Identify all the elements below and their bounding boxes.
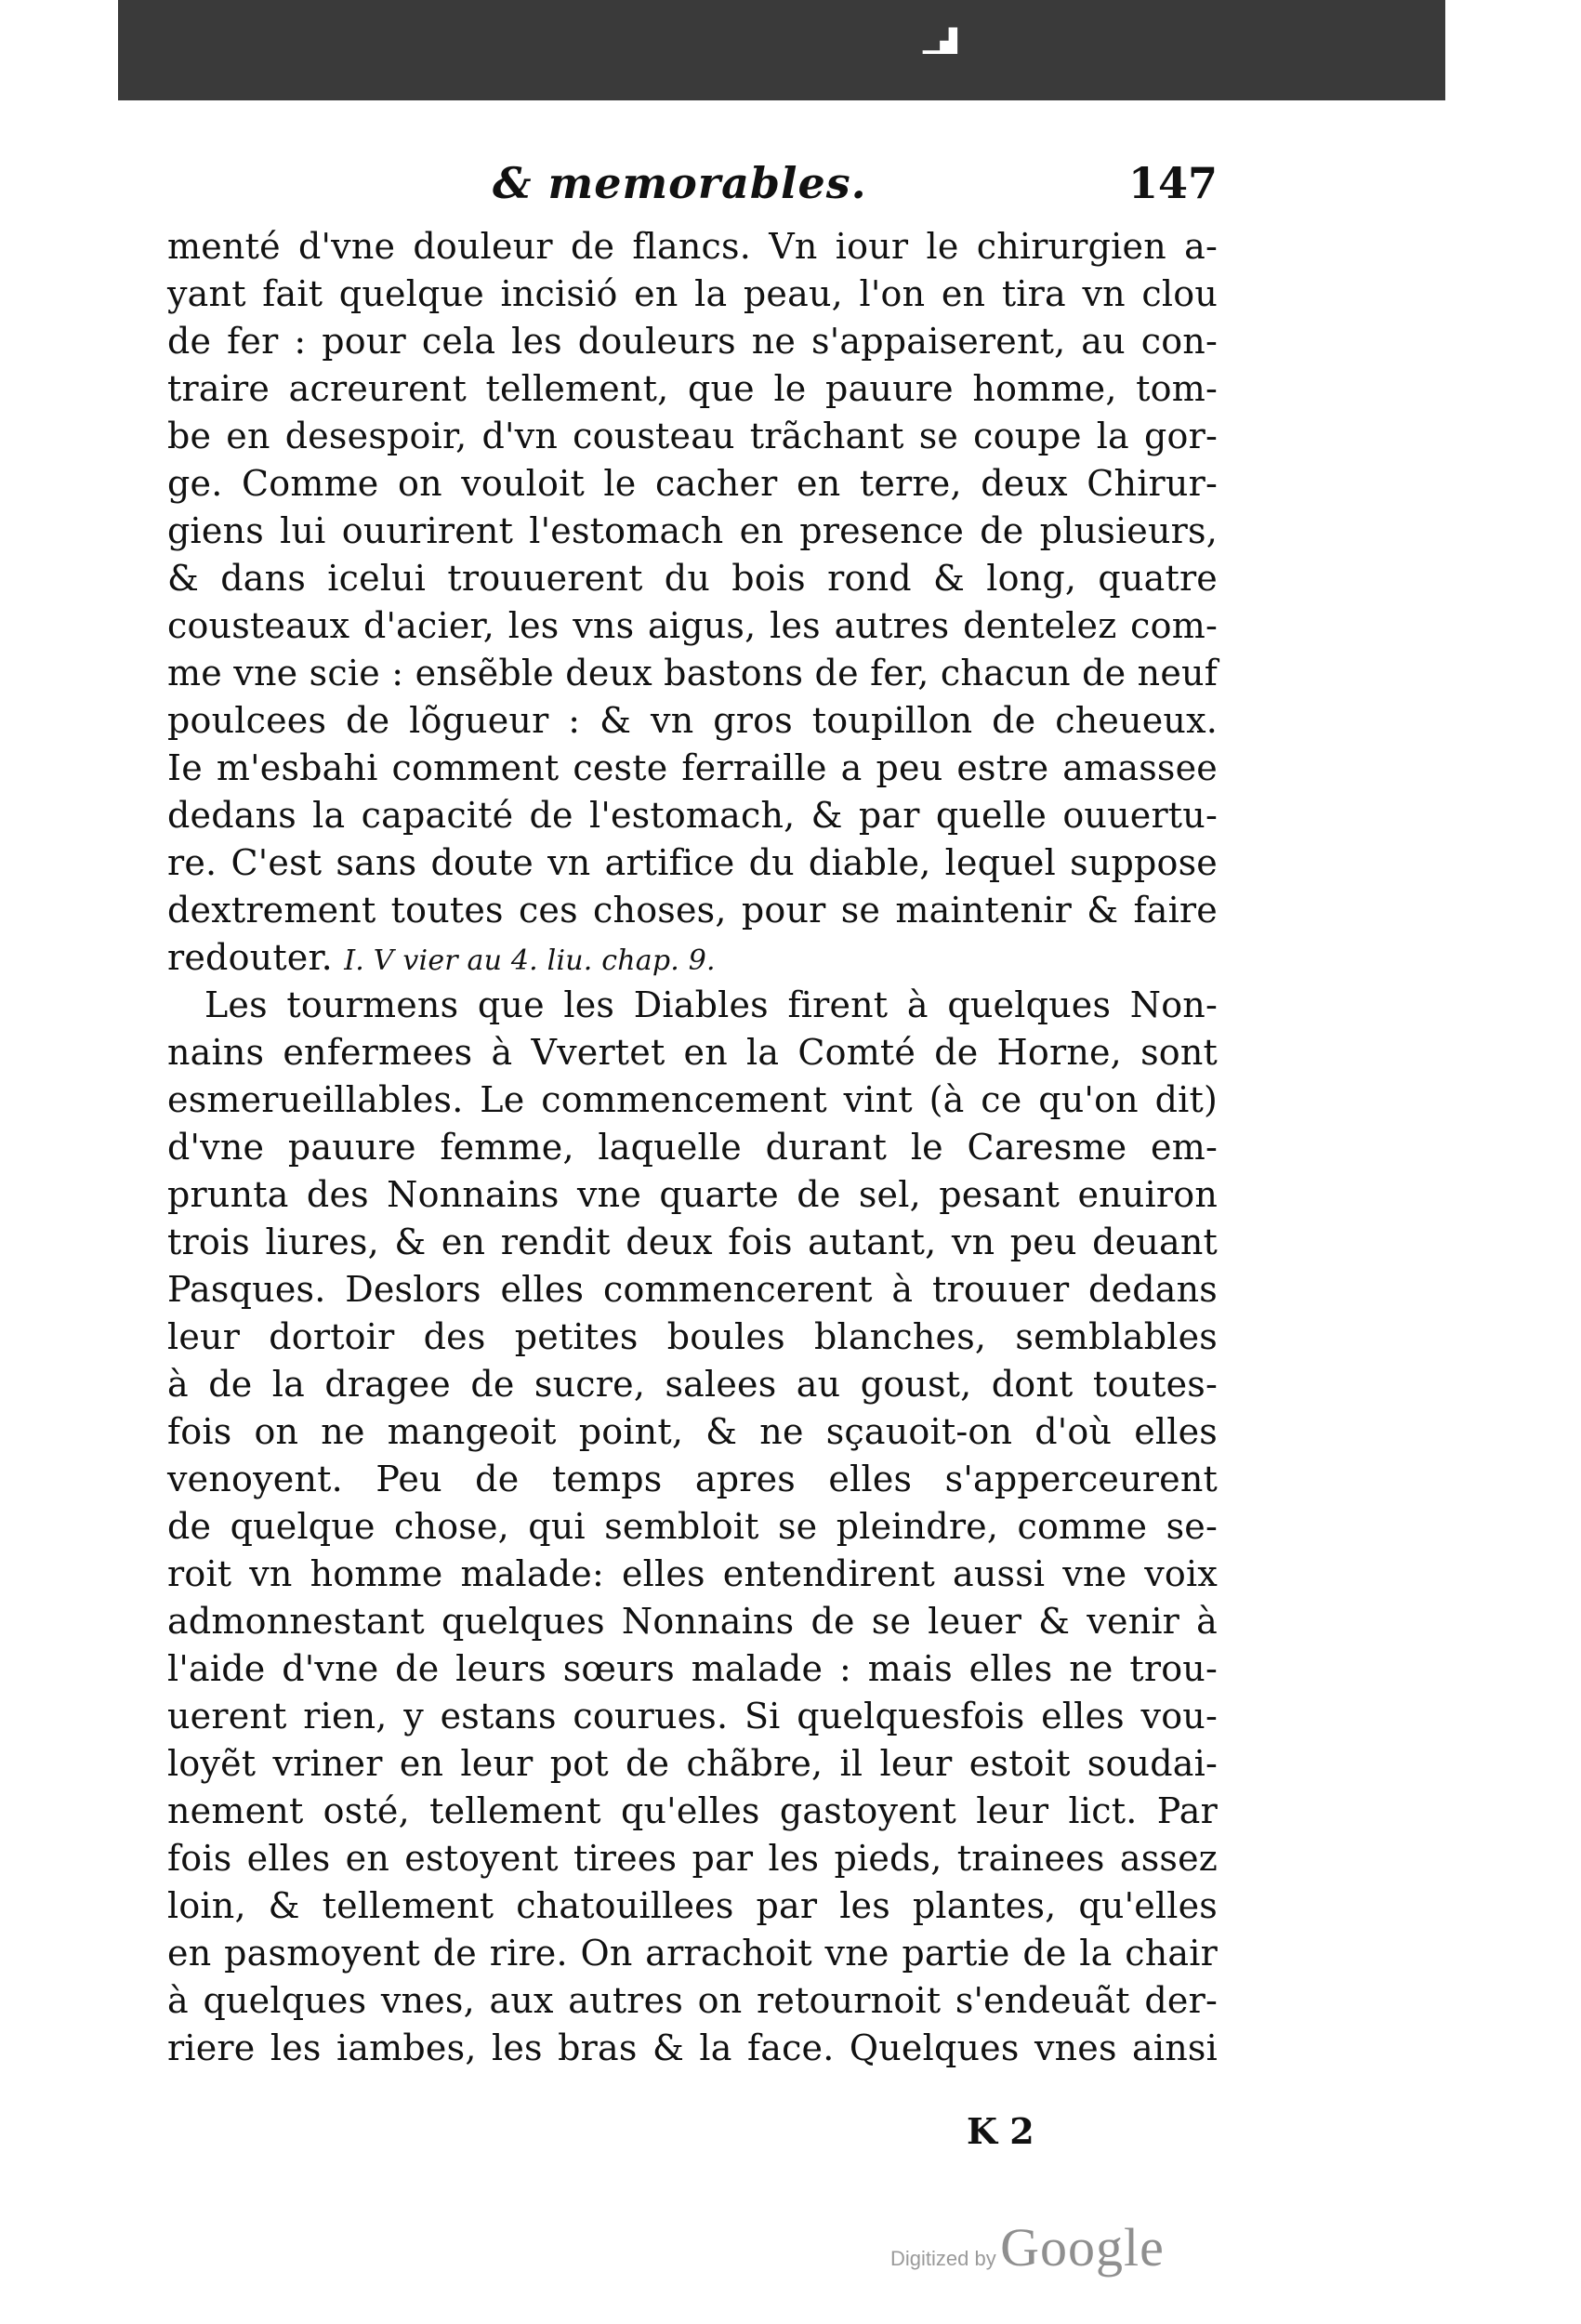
- book-page: [167, 149, 1218, 2072]
- text-line: loyẽt vriner en leur pot de chãbre, il leur estoit soudai-: [167, 1743, 1218, 1784]
- paragraph-end: redouter.: [167, 937, 333, 978]
- digitized-watermark: [890, 2216, 1165, 2278]
- text-line: ge. Comme on vouloit le cacher en terre, deux Chirur-: [167, 463, 1218, 504]
- watermark-prefix: Digitized by: [890, 2247, 996, 2270]
- text-line: en pasmoyent de rire. On arrachoit vne partie de la chair: [167, 1933, 1218, 1974]
- text-line: de quelque chose, qui sembloit se pleindre, comme se-: [167, 1506, 1218, 1547]
- text-line: nement osté, tellement qu'elles gastoyent leur lict. Par: [167, 1790, 1218, 1831]
- text-line: leur dortoir des petites boules blanches, semblables: [167, 1316, 1218, 1357]
- text-line: me vne scie : ensẽble deux bastons de fer, chacun de neuf: [167, 653, 1218, 693]
- text-line: Les tourmens que les Diables firent à quelques Non-: [204, 984, 1218, 1025]
- watermark-brand: Google: [1000, 2217, 1165, 2278]
- text-line: giens lui ouurirent l'estomach en presence de plusieurs,: [167, 510, 1218, 551]
- text-line: riere les iambes, les bras & la face. Quelques vnes ainsi: [167, 2027, 1218, 2068]
- text-line: loin, & tellement chatouillees par les plantes, qu'elles: [167, 1885, 1218, 1926]
- text-line: [167, 934, 1218, 982]
- page-number: 147: [1127, 158, 1218, 208]
- text-line: à de la dragee de sucre, salees au goust, dont toutes-: [167, 1364, 1218, 1405]
- text-line: re. C'est sans doute vn artifice du diable, lequel suppose: [167, 842, 1218, 883]
- text-line: venoyent. Peu de temps apres elles s'apperceurent: [167, 1459, 1218, 1499]
- text-line: dextrement toutes ces choses, pour se maintenir & faire: [167, 890, 1218, 931]
- text-line: d'vne pauure femme, laquelle durant le Caresme em-: [167, 1127, 1218, 1168]
- text-line: fois on ne mangeoit point, & ne sçauoit-on d'où elles: [167, 1411, 1218, 1452]
- scan-mark-icon: ▁▟: [923, 28, 957, 54]
- text-line: menté d'vne douleur de flancs. Vn iour le chirurgien a-: [167, 226, 1218, 267]
- text-line: dedans la capacité de l'estomach, & par quelle ouuertu-: [167, 795, 1218, 836]
- text-line: poulcees de lõgueur : & vn gros toupillon de cheueux.: [167, 700, 1218, 741]
- text-line: be en desespoir, d'vn cousteau trãchant se coupe la gor-: [167, 416, 1218, 456]
- text-line: Ie m'esbahi comment ceste ferraille a peu estre amassee: [167, 747, 1218, 788]
- text-line: Pasques. Deslors elles commencerent à trouuer dedans: [167, 1269, 1218, 1310]
- text-line: uerent rien, y estans courues. Si quelquesfois elles vou-: [167, 1696, 1218, 1736]
- text-line: cousteaux d'acier, les vns aigus, les autres dentelez com-: [167, 605, 1218, 646]
- text-line: à quelques vnes, aux autres on retournoit s'endeuãt der-: [167, 1980, 1218, 2021]
- text-line: esmerueillables. Le commencement vint (à ce qu'on dit): [167, 1079, 1218, 1120]
- text-line: & dans icelui trouuerent du bois rond & long, quatre: [167, 558, 1218, 599]
- running-title: & memorables.: [493, 158, 867, 208]
- text-line: de fer : pour cela les douleurs ne s'appaiserent, au con-: [167, 321, 1218, 362]
- text-line: traire acreurent tellement, que le pauure homme, tom-: [167, 368, 1218, 409]
- signature-mark: K 2: [967, 2110, 1034, 2152]
- citation: I. V vier au 4. liu. chap. 9.: [344, 944, 716, 977]
- text-line: prunta des Nonnains vne quarte de sel, pesant enuiron: [167, 1174, 1218, 1215]
- running-head: [167, 149, 1218, 223]
- text-line: nains enfermees à Vvertet en la Comté de Horne, sont: [167, 1032, 1218, 1073]
- text-line: l'aide d'vne de leurs sœurs malade : mais elles ne trou-: [167, 1648, 1218, 1689]
- scan-top-bar: [118, 0, 1445, 100]
- text-line: yant fait quelque incisió en la peau, l'on en tira vn clou: [167, 273, 1218, 314]
- body-text: [167, 223, 1218, 2072]
- text-line: trois liures, & en rendit deux fois autant, vn peu deuant: [167, 1221, 1218, 1262]
- text-line: roit vn homme malade: elles entendirent aussi vne voix: [167, 1553, 1218, 1594]
- text-line: admonnestant quelques Nonnains de se leuer & venir à: [167, 1601, 1218, 1642]
- text-line: fois elles en estoyent tirees par les pieds, trainees assez: [167, 1838, 1218, 1879]
